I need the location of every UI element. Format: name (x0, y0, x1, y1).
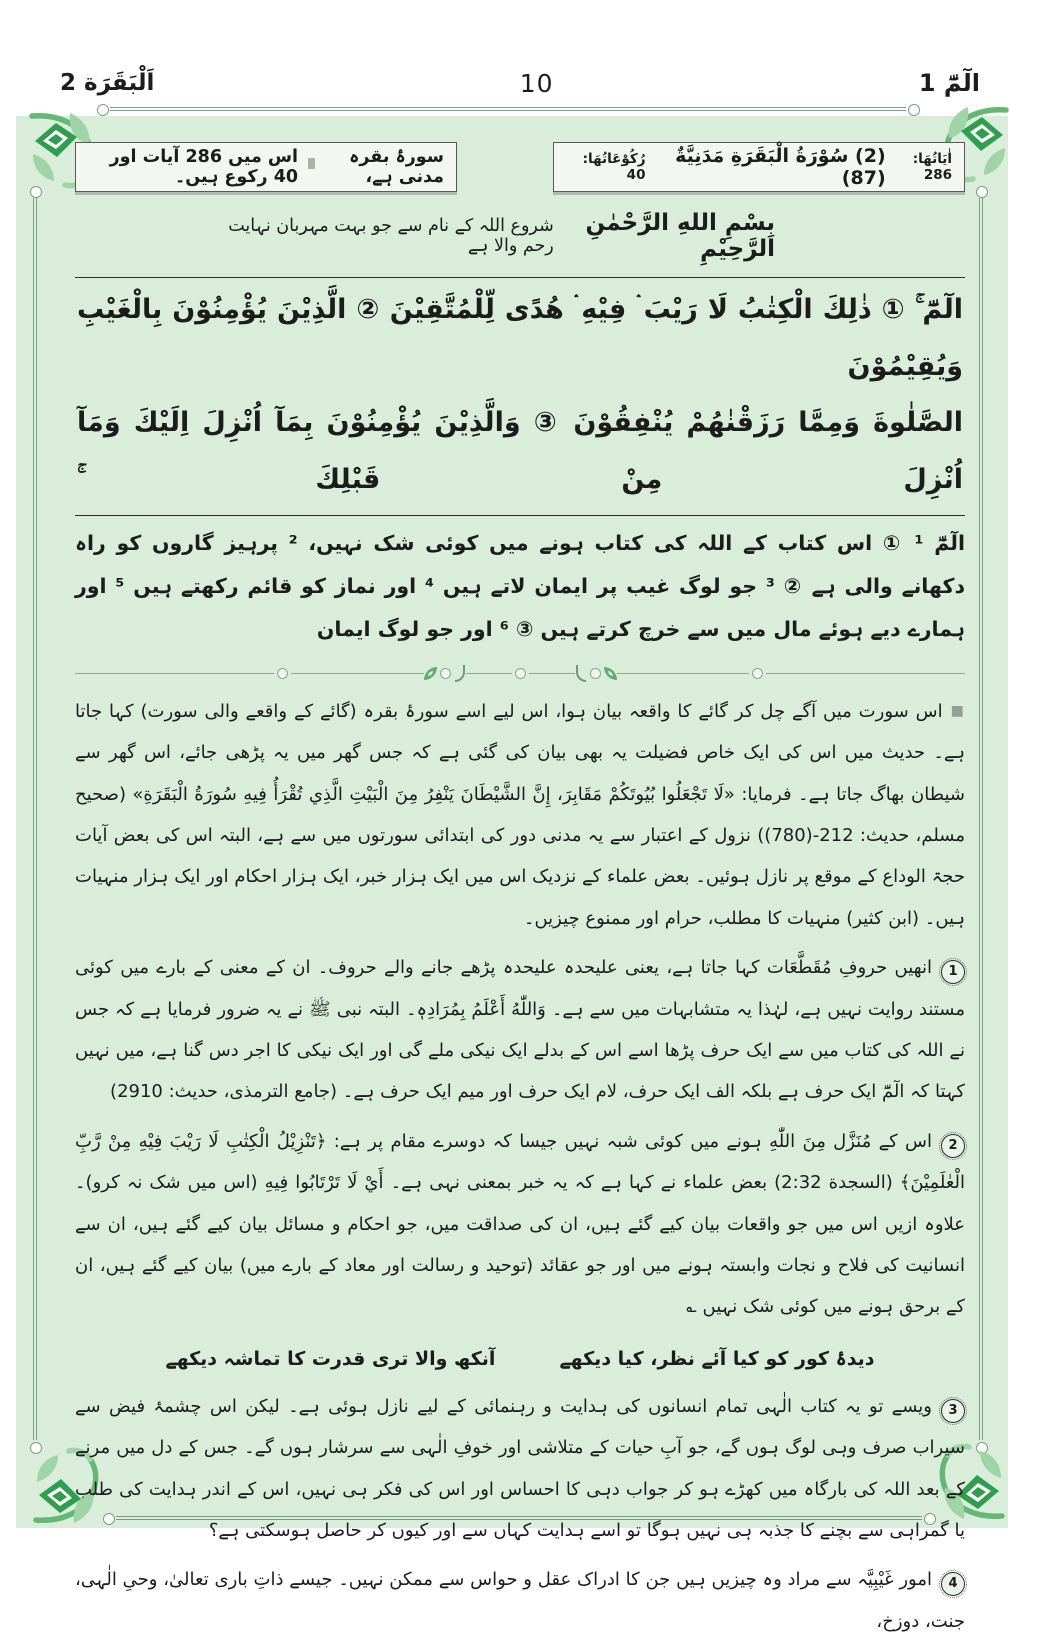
square-bullet-icon: ■ (950, 702, 966, 719)
footnote-4-text: امور غَیْبِیَّہ سے مراد وہ چیزیں ہیں جن کا ادراک عقل و حواس سے ممکن نہیں۔ جیسے ذاتِ باری تعالیٰ، وحیِ الٰہی، جنت، دوزخ، (75, 1569, 965, 1632)
rule-above-quran (75, 277, 965, 278)
rule-below-quran (75, 515, 965, 516)
footnote-4-marker: 4 (941, 1572, 965, 1596)
divider-line (617, 673, 750, 674)
commentary-intro-text: اس سورت میں آگے چل کر گائے کا واقعہ بیان ہوا، اس لیے اسے سورۂ بقرہ (گائے کے واقعے والی سورت) کہا جاتا ہے۔ حدیث میں اس کی ایک خاص فضیلت یہ بھی بیان کی گئی ہے کہ جس گھر میں یہ پڑھی جائے، اس گھر سے شیطان بھاگ جاتا ہے۔ فرمایا: «لَا تَجْعَلُوا بُيُوتَكُمْ مَقَابِرَ، إِنَّ الشَّيْطَانَ يَنْفِرُ مِنَ الْبَيْتِ الَّذِي تُقْرَأُ فِيهِ سُورَةُ الْبَقَرَةِ» (صحیح مسلم، حدیث: 212-(780)) نزول کے اعتبار سے یہ مدنی دور کی ابتدائی سورتوں میں سے ہے، البتہ اس کی بعض آیات حجۃ الوداع کے موقع پر نازل ہوئیں۔ بعض علماء کے نزدیک اس میں ایک ہزار خبر، ایک ہزار احکام اور ایک ہزار منہیات ہیں۔ (ابن کثیر) منہیات کا مطلب، حرام اور ممنوع چیزیں۔ (75, 700, 965, 929)
frame-top-border (110, 107, 906, 111)
divider-dot (515, 668, 526, 679)
frame-circle-top-right (908, 104, 920, 116)
divider-line (466, 673, 512, 674)
poetry-hemistich-left: آنکھ والا تری قدرت کا تماشہ دیکھے (165, 1347, 496, 1370)
urdu-translation: الٓمّٓ ¹ ① اس کتاب کے اللہ کی کتاب ہونے میں کوئی شک نہیں، ² پرہیز گاروں کو راہ دکھانے والی ہے ② ³ جو لوگ غیب پر ایمان لاتے ہیں ⁴ اور نماز کو قائم رکھتے ہیں ⁵ اور ہمارے دیے ہوئے مال میں سے خرچ کرتے ہیں ③ ⁶ اور جو لوگ ایمان (75, 530, 965, 641)
header-juz-name: الٓمّٓ 1 (918, 69, 980, 97)
quran-line-1: الٓمّٓ ۚ ① ذٰلِكَ الْكِتٰبُ لَا رَيْبَ ۛ فِيْهِ ۛ هُدًى لِّلْمُتَّقِيْنَ ② الَّذِيْنَ يُؤْمِنُوْنَ بِالْغَيْبِ وَيُقِيْمُوْنَ (77, 294, 963, 382)
divider-line (766, 673, 965, 674)
commentary-intro (75, 691, 965, 939)
ayat-count-label: اٰيَاتُهَا: 286 (912, 151, 952, 183)
header-surah-name: اَلْبَقَرَة 2 (60, 70, 155, 96)
page-header (60, 58, 980, 108)
footnote-2-marker: 2 (941, 1134, 965, 1158)
frame-left-border (33, 198, 37, 1440)
poetry-couplet (75, 1340, 965, 1378)
surah-info-row (75, 142, 965, 192)
footnote-1 (75, 947, 965, 1113)
footnote-4 (75, 1559, 965, 1642)
footnote-1-marker: 1 (941, 960, 965, 984)
footnote-3-marker: 3 (941, 1399, 965, 1423)
footnote-1-text: انھیں حروفِ مُقَطَّعَات کہا جاتا ہے، یعنی علیحدہ علیحدہ پڑھے جانے والے حروف۔ ان کے معنی کے بارے میں کوئی مستند روایت نہیں ہے، لہٰذا یہ متشابہات میں سے ہے۔ وَاللّٰهُ أَعْلَمُ بِمُرَادِهٖ۔ البتہ نبی ﷺ نے یہ ضرور فرمایا ہے کہ جس نے اللہ کی کتاب میں سے ایک حرف پڑھا اسے اس کے بدلے ایک نیکی ملے گی اور ایک نیکی کا اجر دس گنا ہے، میں نہیں کہتا کہ الٓمّٓ ایک حرف ہے بلکہ الف ایک حرف، لام ایک حرف اور میم ایک حرف ہے۔ (جامع الترمذی، حدیث: 2910) (75, 957, 965, 1103)
divider-curl-icon (455, 665, 465, 682)
rukuat-count-label: رُكُوْعَاتُهَا: 40 (582, 151, 646, 183)
surah-info-urdu-part1: سورۂ بقرہ مدنی ہے، (349, 147, 444, 187)
surah-info-urdu-part2: اس میں 286 آیات اور 40 رکوع ہیں۔ (109, 147, 299, 187)
footnote-3 (75, 1386, 965, 1552)
divider-dot (752, 668, 763, 679)
divider-dot (277, 668, 288, 679)
divider-line (529, 673, 575, 674)
bismillah-arabic: بِسْمِ اللهِ الرَّحْمٰنِ الرَّحِيْمِ (585, 210, 775, 262)
bismillah-urdu-translation: شروع اللہ کے نام سے جو بہت مہربان نہایت رحم والا ہے (228, 216, 554, 256)
divider-dot (590, 668, 601, 679)
footnote-2 (75, 1121, 965, 1328)
frame-right-border (979, 198, 983, 1440)
divider-curl-icon (576, 665, 586, 682)
surah-info-box-urdu (75, 142, 457, 192)
divider-line (291, 673, 424, 674)
divider-leaf-icon (424, 667, 437, 680)
page-content (75, 134, 965, 1642)
surah-title-arabic: (2) سُوْرَةُ الْبَقَرَةِ مَدَنِيَّةٌ (87) (675, 145, 886, 189)
frame-circle-right-top (976, 186, 988, 198)
footnote-2-text: اس کے مُنَزَّل مِنَ اللّٰهِ ہونے میں کوئی شبہ نہیں جیسا کہ دوسرے مقام پر ہے: ﴿تَنْزِيْلُ الْكِتٰبِ لَا رَيْبَ فِيْهِ مِنْ رَّبِّ الْعٰلَمِيْنَ﴾ (السجدة 2:32) بعض علماء نے کہا ہے کہ یہ خبر بمعنی نہی ہے۔ أَيْ لَا تَرْتَابُوا فِيهِ (اس میں شک نہ کرو)۔ علاوہ ازیں اس میں جو واقعات بیان کیے گئے ہیں، ان کی صداقت میں، جو احکام و مسائل بیان کیے گئے ہیں، ان سے انسانیت کی فلاح و نجات وابستہ ہونے میں اور جو عقائد (توحید و رسالت اور معاد کے بارے میں) بیان کیے گئے ہیں، ان کے برحق ہونے میں کوئی شک نہیں ؎ (75, 1130, 965, 1318)
footnote-3-text: ویسے تو یہ کتاب الٰہی تمام انسانوں کی ہدایت و رہنمائی کے لیے نازل ہوئی ہے۔ لیکن اس چشمۂ فیض سے سیراب صرف وہی لوگ ہوں گے، جو آبِ حیات کے متلاشی اور خوفِ الٰہی سے سرشار ہوں گے۔ جس کے دل میں مرنے کے بعد اللہ کی بارگاہ میں کھڑے ہو کر جواب دہی کا احساس اور اس کی فکر ہی نہیں، اس کے اندر ہدایت کی طلب یا گمراہی سے بچنے کا جذبہ ہی نہیں ہوگا تو اسے ہدایت کہاں سے اور کیوں کر حاصل ہوسکتی ہے؟ (75, 1395, 965, 1541)
bismillah-row (75, 210, 965, 262)
quran-text-block (75, 280, 965, 511)
section-divider (75, 665, 965, 683)
divider-leaf-icon (604, 667, 617, 680)
divider-dot (440, 668, 451, 679)
small-square-icon (308, 158, 315, 169)
divider-line (75, 673, 274, 674)
header-page-number: 10 (519, 68, 554, 98)
surah-info-box-arabic (553, 142, 965, 192)
poetry-hemistich-right: دیدۂ کور کو کیا آئے نظر، کیا دیکھے (559, 1347, 875, 1370)
quran-line-2: الصَّلٰوةَ وَمِمَّا رَزَقْنٰهُمْ يُنْفِقُوْنَ ③ وَالَّذِيْنَ يُؤْمِنُوْنَ بِمَآ اُنْزِلَ اِلَيْكَ وَمَآ اُنْزِلَ مِنْ قَبْلِكَ ۚ (77, 407, 963, 496)
